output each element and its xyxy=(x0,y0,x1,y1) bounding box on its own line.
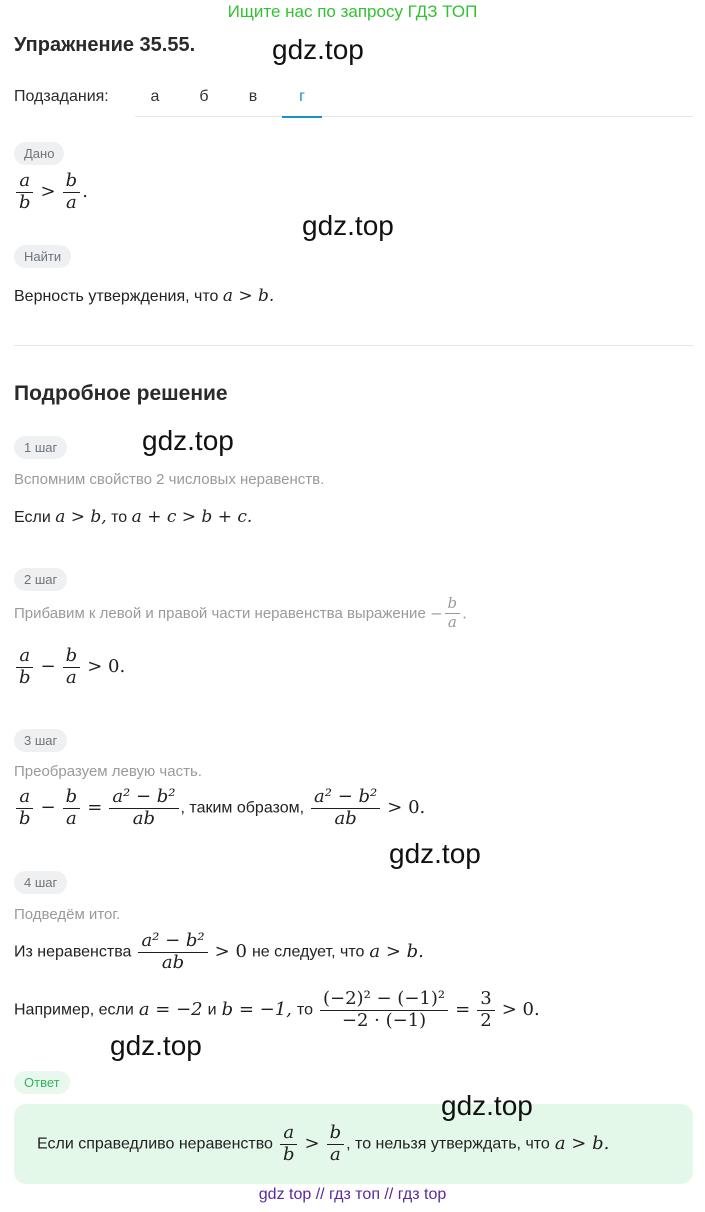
step-4-line-2: Например, если a = −2 и b = −1, то $\frac{\text{(−2)² − (−1)²}}{-2 \cdot (-1)}$ = $\frac{3}{2}$ > 0. xyxy=(14,988,540,1031)
find-badge: Найти xyxy=(14,245,71,268)
solution-title: Подробное решение xyxy=(14,382,228,405)
step-1-statement: Если a > b, то a + c > b + c. xyxy=(14,507,253,527)
subtasks-label: Подзадания: xyxy=(14,88,109,105)
step-4-line-1: Из неравенства $\frac{\text{a² − b²}}{ab}$ > 0 не следует, что a > b. xyxy=(14,930,424,973)
tab-a[interactable]: а xyxy=(150,88,160,105)
given-badge: Дано xyxy=(14,142,64,165)
step-2-hint: Прибавим к левой и правой части неравенства выражение − $\frac{b}{a}$ . xyxy=(14,594,467,631)
watermark: gdz.top xyxy=(142,425,234,456)
footer-links[interactable]: gdz top // гдз топ // гдз top xyxy=(258,1186,447,1203)
given-expression: $\frac{a}{b}$ > $\frac{b}{a}$ . xyxy=(14,172,88,213)
tab-v[interactable]: в xyxy=(248,88,258,105)
step-1-badge: 1 шаг xyxy=(14,436,67,459)
step-3-transform: $\frac{a}{b}$ − $\frac{b}{a}$ = $\frac{\text{a² − b²}}{ab}$ , таким образом, $\frac{\text{a² − b²}}{ab}$ > 0. xyxy=(14,788,425,829)
tab-b[interactable]: б xyxy=(199,88,209,105)
page-title: Упражнение 35.55. xyxy=(14,34,196,56)
watermark: gdz.top xyxy=(110,1030,202,1061)
watermark: gdz.top xyxy=(389,838,481,869)
step-4-badge: 4 шаг xyxy=(14,871,67,894)
watermark: gdz.top xyxy=(302,210,394,241)
step-3-badge: 3 шаг xyxy=(14,729,67,752)
step-1-hint: Вспомним свойство 2 числовых неравенств. xyxy=(14,471,325,488)
watermark: gdz.top xyxy=(272,34,364,65)
divider xyxy=(14,345,694,346)
find-text: Верность утверждения, что a > b. xyxy=(14,286,275,306)
answer-text: Если справедливо неравенство $\frac{a}{b}$ > $\frac{b}{a}$ , то нельзя утверждать, что a > b. xyxy=(37,1122,610,1165)
step-3-hint: Преобразуем левую часть. xyxy=(14,763,202,780)
watermark: gdz.top xyxy=(441,1090,533,1121)
promo-banner: Ищите нас по запросу ГДЗ ТОП xyxy=(227,2,478,21)
tab-g[interactable]: г xyxy=(282,88,322,118)
step-4-hint: Подведём итог. xyxy=(14,906,121,923)
step-2-result: $\frac{a}{b}$ − $\frac{b}{a}$ > 0. xyxy=(14,647,125,688)
subtask-tabs xyxy=(135,80,693,117)
step-2-badge: 2 шаг xyxy=(14,568,67,591)
answer-badge: Ответ xyxy=(14,1071,70,1094)
